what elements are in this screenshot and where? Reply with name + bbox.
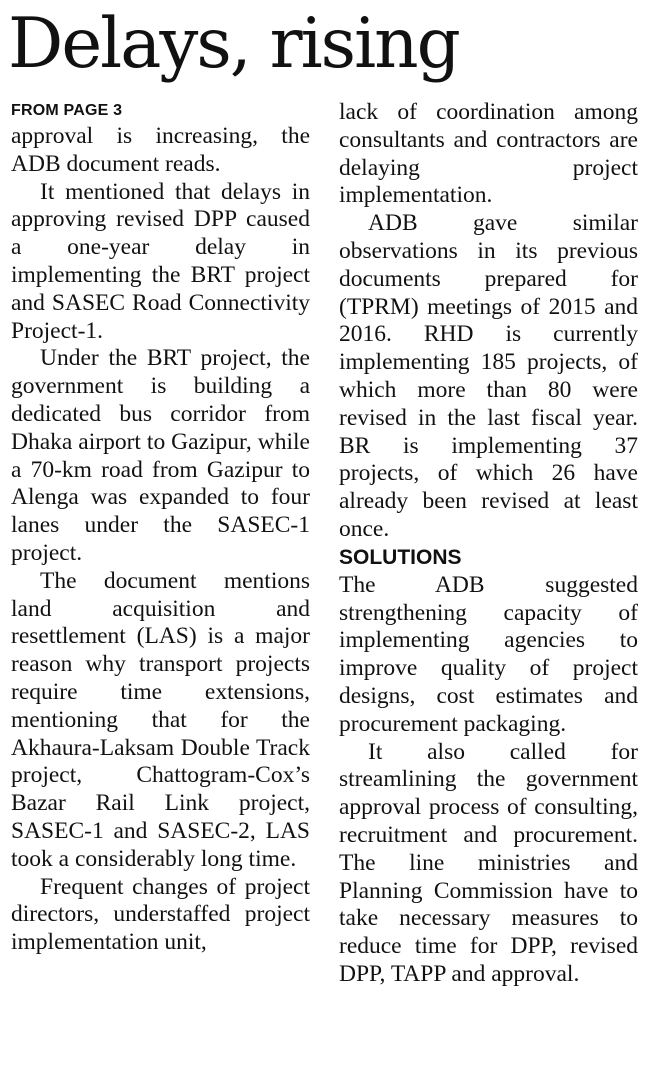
article-paragraph: lack of coordination among consultants and contractors are delaying project implementation. — [339, 99, 638, 209]
section-subhead: SOLUTIONS — [339, 545, 462, 569]
article-paragraph: Frequent changes of project directors, understaffed project implementation unit, — [11, 873, 310, 956]
article-column-left — [11, 99, 310, 957]
article-paragraph: It also called for streamlining the government approval process of consulting, recruitment and procurement. The line ministries and Planning Commission have to take necessary measures to reduce time for DPP, revised DPP, TAPP and approval. — [339, 738, 638, 987]
article-paragraph: The ADB suggested strengthening capacity of implementing agencies to improve quality of project designs, cost estimates and procurement packaging. — [339, 571, 638, 737]
continuation-kicker: FROM PAGE 3 — [11, 102, 123, 119]
article-paragraph: approval is increasing, the ADB document reads. — [11, 123, 310, 177]
article-paragraph: ADB gave similar observations in its previous documents prepared for (TPRM) meetings of 2015 and 2016. RHD is currently implementing 185 projects, of which more than 80 were revised in the last fiscal year. BR is implementing 37 projects, of which 26 have already been revised at least once. — [339, 210, 638, 542]
article-paragraph: The document mentions land acquisition and resettlement (LAS) is a major reason why transport projects require time extensions, mentioning that for the Akhaura-Laksam Double Track project, Chattogram-Cox’s Bazar Rail Link project, SASEC-1 and SASEC-2, LAS took a considerably long time. — [11, 567, 310, 872]
article-paragraph: It mentioned that delays in approving revised DPP caused a one-year delay in implementing the BRT project and SASEC Road Connectivity Project-1. — [11, 178, 310, 344]
headline: Delays, rising — [8, 4, 459, 84]
article-column-right — [339, 99, 638, 989]
column-divider — [324, 100, 325, 1075]
article-paragraph: Under the BRT project, the government is building a dedicated bus corridor from Dhaka airport to Gazipur, while a 70-km road from Gazipur to Alenga was expanded to four lanes under the SASEC-1 project. — [11, 345, 310, 566]
